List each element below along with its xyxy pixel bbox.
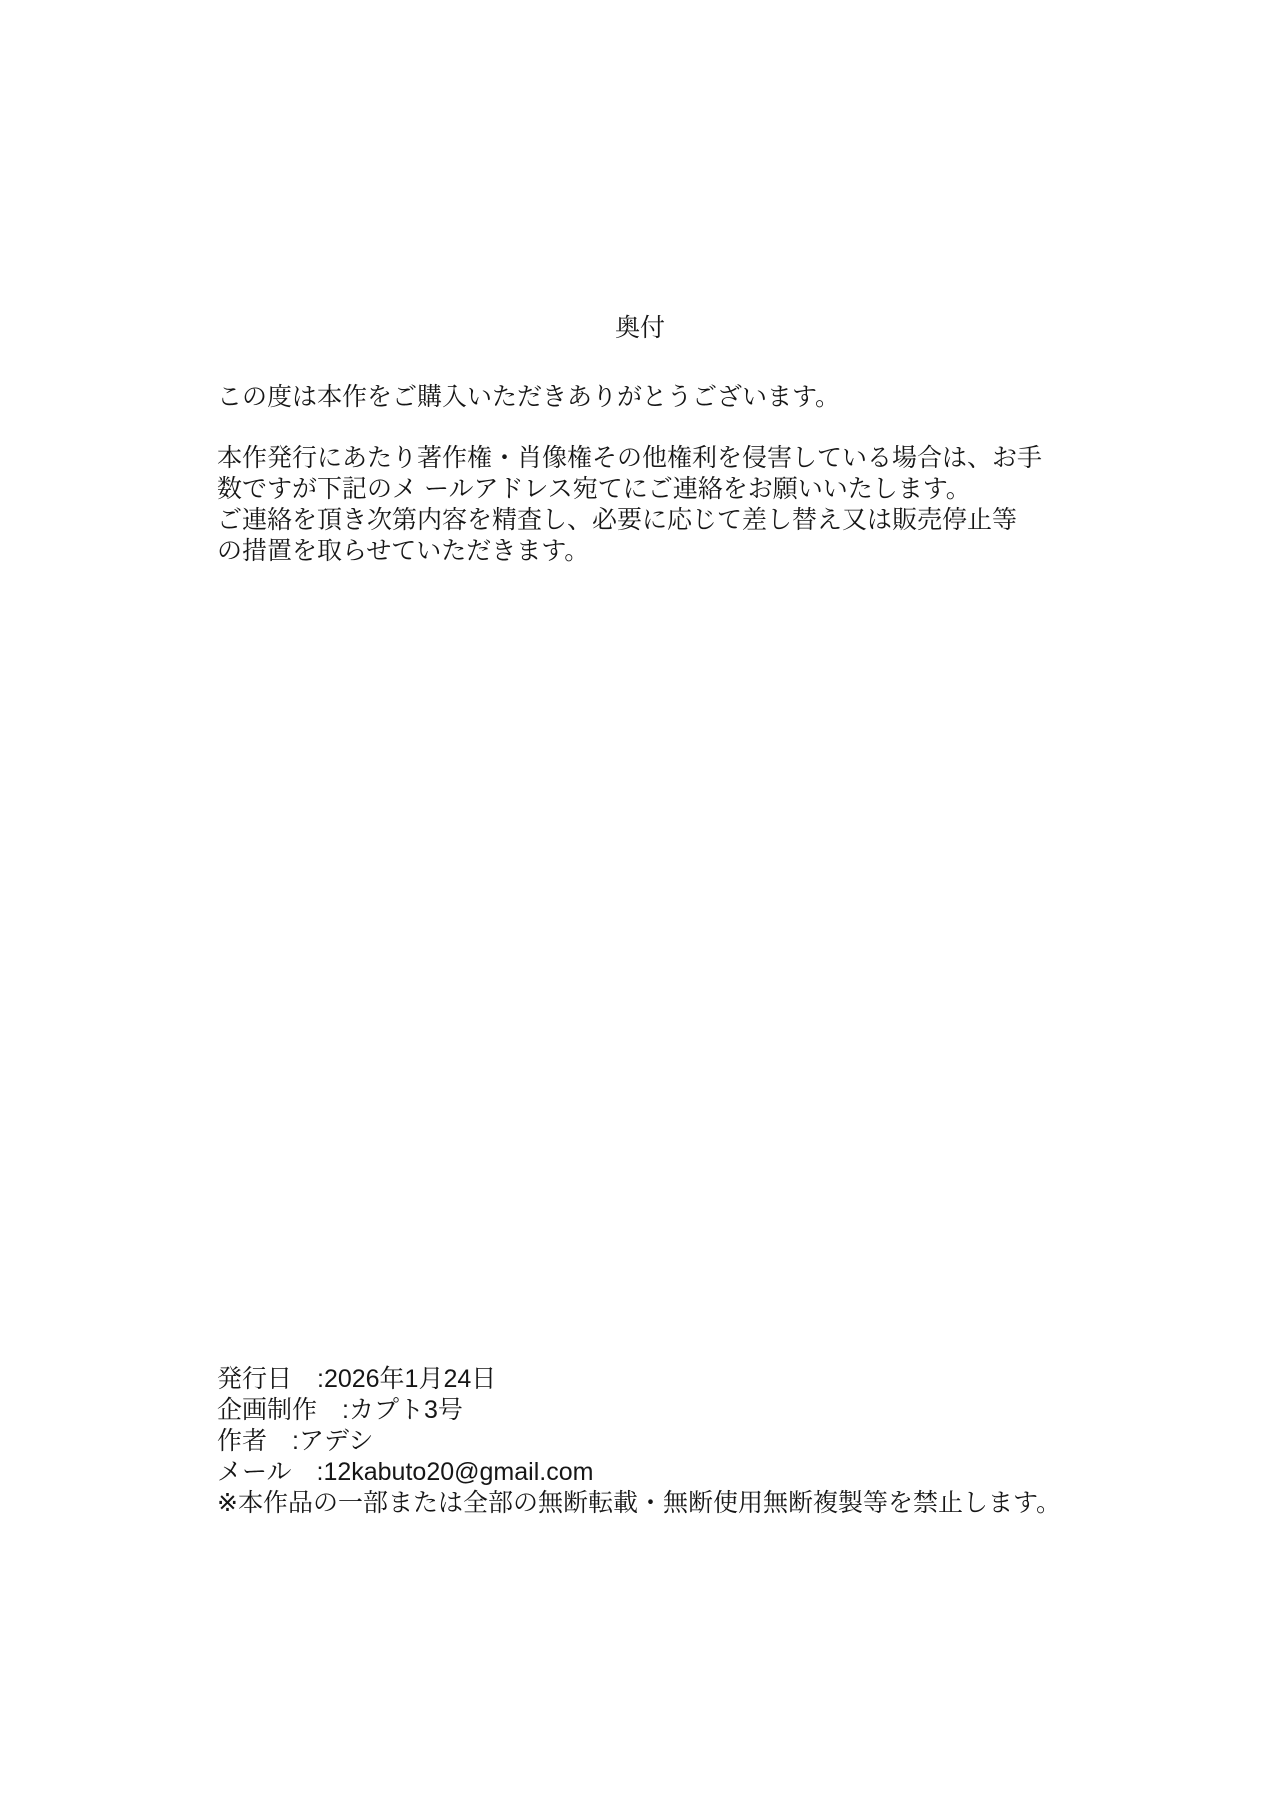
rights-prohibition-line: ※本作品の一部または全部の無断転載・無断使用無断複製等を禁止します。 — [217, 1489, 1061, 1517]
notice-line: の措置を取らせていただきます。 — [217, 537, 590, 565]
thanks-text: この度は本作をご購入いただきありがとうございます。 — [217, 383, 841, 411]
notice-line: 数ですが下記のメ ールアドレス宛てにご連絡をお願いいたします。 — [217, 475, 971, 503]
publication-info-block — [217, 1364, 1061, 1519]
email-line: メール :12kabuto20@gmail.com — [217, 1458, 594, 1486]
copyright-notice-paragraph — [217, 443, 1042, 567]
author-line: 作者 :アデシ — [217, 1427, 374, 1455]
notice-line: ご連絡を頂き次第内容を精査し、必要に応じて差し替え又は販売停止等 — [217, 506, 1018, 534]
publication-date-line: 発行日 :2026年1月24日 — [217, 1365, 497, 1393]
page-title: 奥付 — [614, 314, 665, 342]
notice-line: 本作発行にあたり著作権・肖像権その他権利を侵害している場合は、お手 — [217, 444, 1043, 472]
production-line: 企画制作 :カプト3号 — [217, 1396, 463, 1424]
